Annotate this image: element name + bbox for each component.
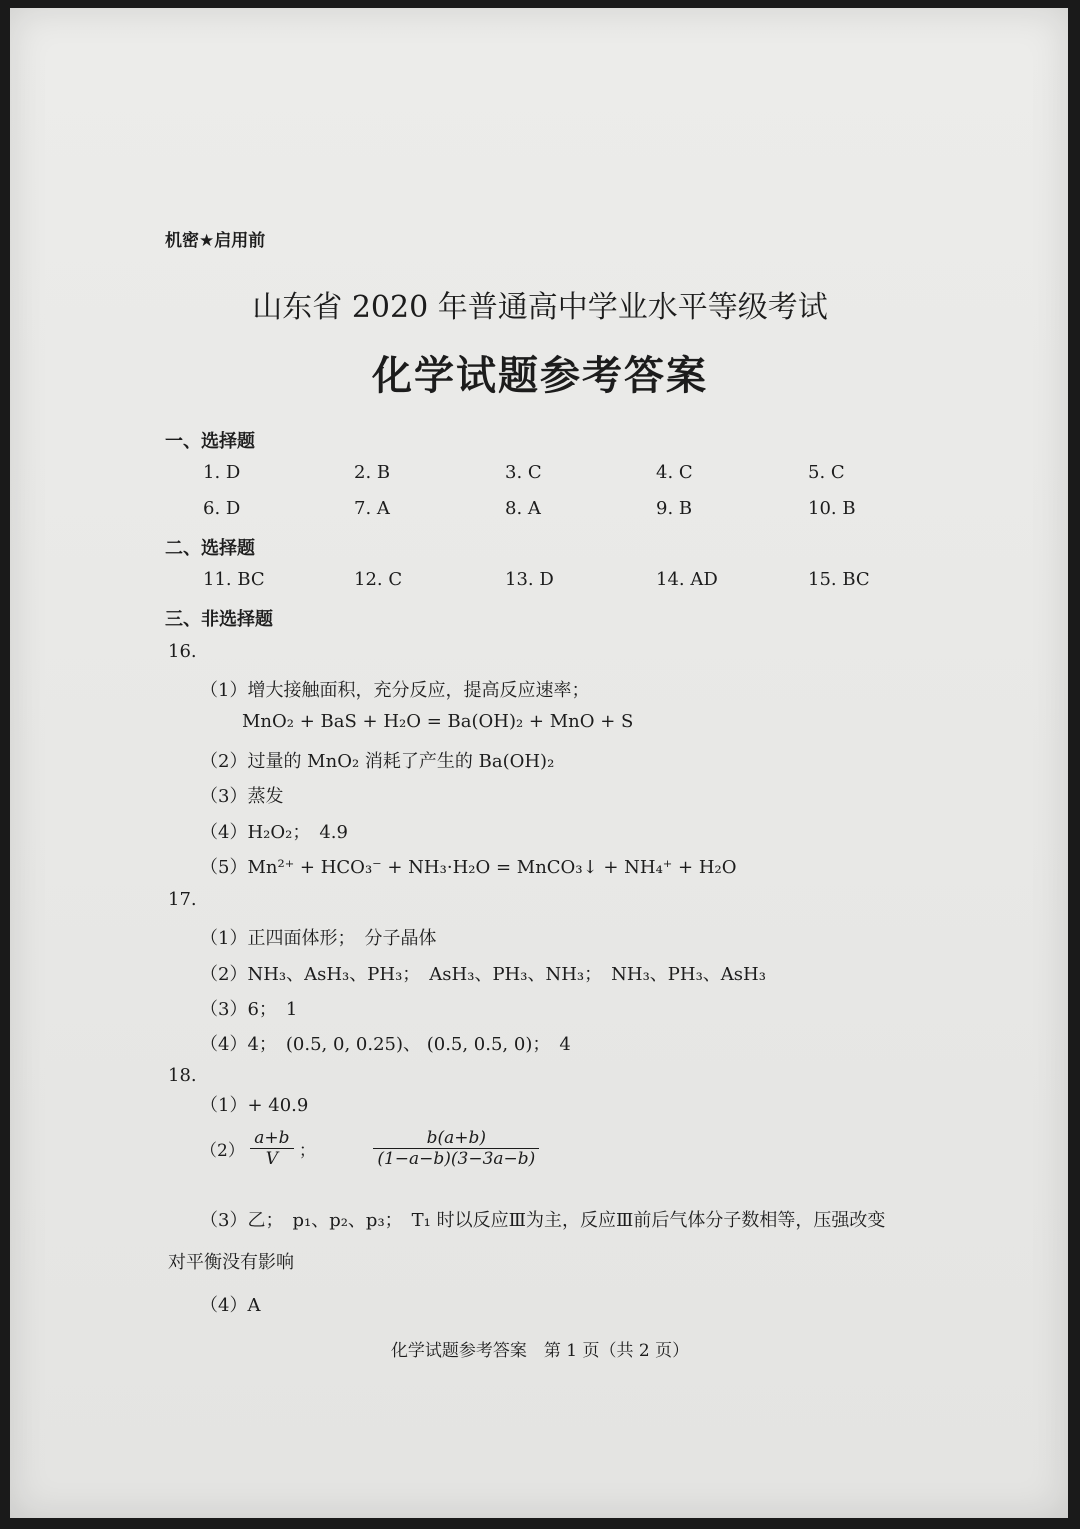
q18-part-3: （3）乙； p₁、p₂、p₃； T₁ 时以反应Ⅲ为主，反应Ⅲ前后气体分子数相等，压强改变 [200, 1210, 886, 1231]
answer-5: 5. C [808, 462, 845, 483]
q18-part-4: （4）A [200, 1295, 261, 1316]
answer-4: 4. C [656, 462, 693, 483]
fraction-1 [250, 1128, 293, 1169]
fraction-2-numerator: b(a+b) [373, 1128, 539, 1149]
fraction-1-numerator: a+b [250, 1128, 293, 1149]
question-16-number: 16. [168, 641, 197, 662]
q18-part-2-label: （2） [200, 1141, 245, 1161]
q18-part-1: （1）+ 40.9 [200, 1095, 309, 1116]
q16-part-2: （2）过量的 MnO₂ 消耗了产生的 Ba(OH)₂ [200, 751, 555, 772]
section-heading-3: 三、非选择题 [165, 609, 273, 630]
q17-part-1: （1）正四面体形； 分子晶体 [200, 928, 437, 949]
answer-14: 14. AD [656, 569, 718, 590]
answer-15: 15. BC [808, 569, 870, 590]
q16-part-4: （4）H₂O₂； 4.9 [200, 822, 348, 843]
fraction-2-denominator: (1−a−b)(3−3a−b) [377, 1149, 536, 1169]
section-heading-2: 二、选择题 [165, 538, 255, 559]
section-heading-1: 一、选择题 [165, 431, 255, 452]
answer-key-title: 化学试题参考答案 [372, 352, 708, 399]
q16-part-1-equation: MnO₂ + BaS + H₂O = Ba(OH)₂ + MnO + S [242, 711, 634, 732]
answer-9: 9. B [656, 498, 693, 519]
answer-6: 6. D [203, 498, 241, 519]
q18-part-2 [200, 1128, 539, 1169]
answer-11: 11. BC [203, 569, 265, 590]
fraction-1-denominator: V [265, 1149, 278, 1169]
q16-part-1: （1）增大接触面积，充分反应，提高反应速率； [200, 680, 590, 701]
question-18-number: 18. [168, 1065, 197, 1086]
q17-part-2: （2）NH₃、AsH₃、PH₃； AsH₃、PH₃、NH₃； NH₃、PH₃、AsH₃ [200, 964, 766, 985]
answer-1: 1. D [203, 462, 241, 483]
q17-part-3: （3）6； 1 [200, 999, 298, 1020]
fraction-2 [373, 1128, 539, 1169]
answer-2: 2. B [354, 462, 391, 483]
q18-part-3-continued: 对平衡没有影响 [168, 1252, 294, 1273]
answer-13: 13. D [505, 569, 554, 590]
q16-part-5: （5）Mn²⁺ + HCO₃⁻ + NH₃·H₂O = MnCO₃↓ + NH₄⁺ + H₂O [200, 857, 737, 878]
q16-part-3: （3）蒸发 [200, 786, 284, 807]
q17-part-4: （4）4； (0.5, 0, 0.25)、 (0.5, 0.5, 0)； 4 [200, 1034, 571, 1055]
q18-part-2-separator: ； [298, 1141, 316, 1161]
exam-title: 山东省 2020 年普通高中学业水平等级考试 [252, 290, 828, 325]
answer-3: 3. C [505, 462, 542, 483]
page-footer: 化学试题参考答案 第 1 页（共 2 页） [390, 1341, 690, 1361]
confidential-notice: 机密★启用前 [165, 231, 266, 251]
answer-7: 7. A [354, 498, 390, 519]
answer-12: 12. C [354, 569, 403, 590]
question-17-number: 17. [168, 889, 197, 910]
answer-8: 8. A [505, 498, 541, 519]
answer-10: 10. B [808, 498, 856, 519]
